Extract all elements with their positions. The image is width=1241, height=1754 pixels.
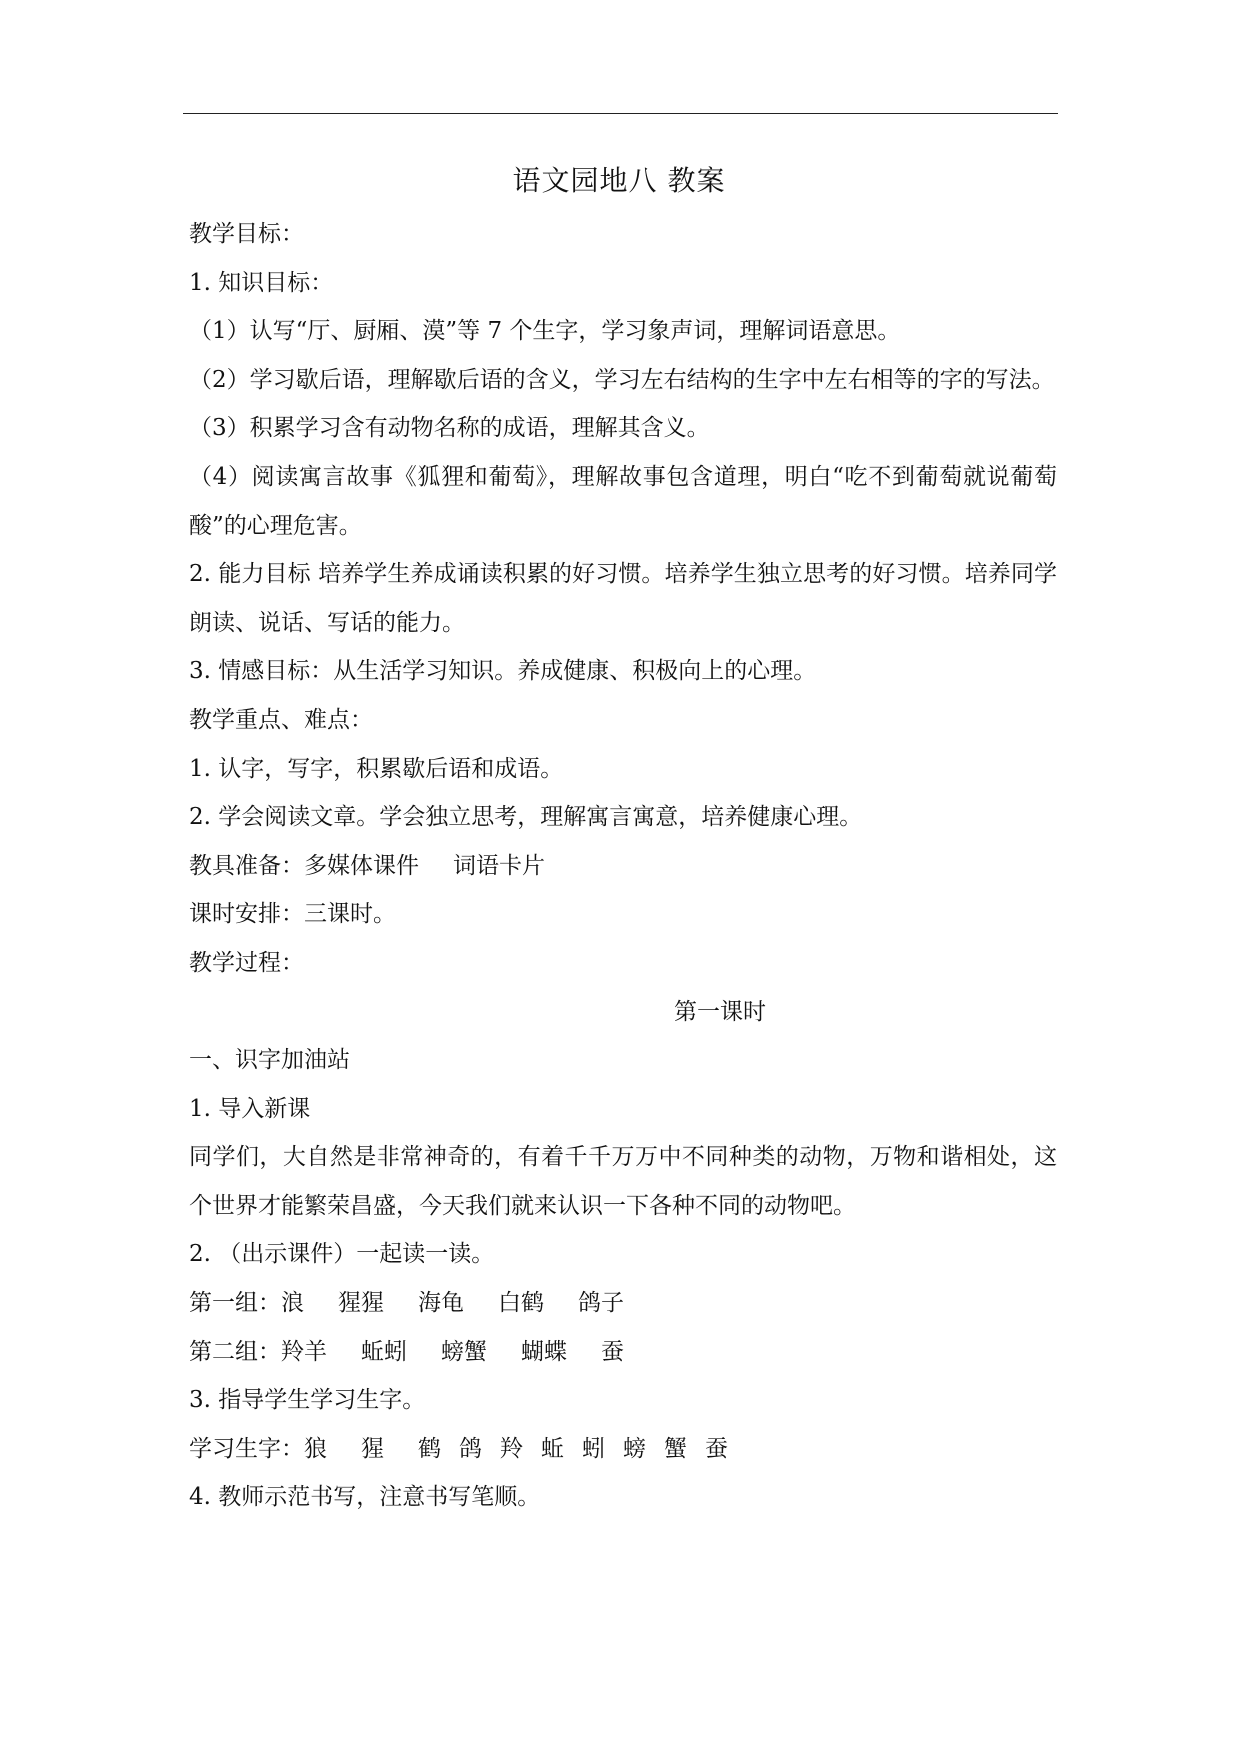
word-group-label: 第一组： [189, 1290, 281, 1317]
key-point-1: 1. 认字，写字，积累歇后语和成语。 [189, 755, 564, 782]
word-group-label: 第二组： [189, 1338, 281, 1365]
word-group-2 [189, 1328, 1057, 1377]
character-item: 鹤 [418, 1435, 441, 1462]
process-heading: 教学过程： [189, 949, 304, 976]
ability-goal: 2. 能力目标 培养学生养成诵读积累的好习惯。培养学生独立思考的好习惯。培养同学朗读、说话、写话的能力。 [189, 561, 1057, 636]
character-item: 螃 [623, 1435, 646, 1462]
word-item: 蚯蚓 [361, 1338, 407, 1365]
step-1: 1. 导入新课 [189, 1095, 311, 1122]
knowledge-item-1: （1）认写“厅、厨厢、漠”等 7 个生字，学习象声词，理解词语意思。 [189, 318, 901, 345]
key-point-2: 2. 学会阅读文章。学会独立思考，理解寓言寓意，培养健康心理。 [189, 804, 863, 831]
knowledge-item-2: （2）学习歇后语，理解歇后语的含义，学习左右结构的生字中左右相等的字的写法。 [189, 366, 1055, 393]
word-item: 白鹤 [498, 1290, 544, 1317]
character-item: 狼 [304, 1435, 327, 1462]
teaching-tools [189, 842, 1057, 891]
word-item: 羚羊 [281, 1338, 327, 1365]
word-item: 海龟 [418, 1290, 464, 1317]
document-title: 语文园地八 教案 [512, 164, 726, 197]
section-heading: 一、识字加油站 [189, 1047, 350, 1074]
new-characters-label: 学习生字： [189, 1435, 304, 1462]
step-3: 3. 指导学生学习生字。 [189, 1387, 426, 1414]
word-item: 蚕 [601, 1338, 624, 1365]
intro-paragraph: 同学们，大自然是非常神奇的，有着千千万万中不同种类的动物，万物和谐相处，这个世界才能繁荣昌盛，今天我们就来认识一下各种不同的动物吧。 [189, 1144, 1057, 1219]
word-item: 浪 [281, 1290, 304, 1317]
teaching-tools-label: 教具准备： [189, 852, 304, 879]
knowledge-item-4: （4）阅读寓言故事《狐狸和葡萄》，理解故事包含道理，明白“吃不到葡萄就说葡萄酸”的心理危害。 [189, 463, 1057, 539]
step-2: 2. （出示课件）一起读一读。 [189, 1241, 495, 1268]
character-item: 蚓 [582, 1435, 605, 1462]
key-points-heading: 教学重点、难点： [189, 706, 373, 733]
character-item: 鸽 [459, 1435, 482, 1462]
character-item: 羚 [500, 1435, 523, 1462]
objectives-heading: 教学目标： [189, 221, 304, 247]
knowledge-item-3: （3）积累学习含有动物名称的成语，理解其含义。 [189, 415, 710, 442]
document-body [189, 156, 1057, 1522]
word-item: 鸽子 [578, 1290, 624, 1317]
teaching-tool-item: 多媒体课件 [304, 852, 419, 879]
word-item: 螃蟹 [441, 1338, 487, 1365]
word-group-1 [189, 1279, 1057, 1328]
schedule: 课时安排：三课时。 [189, 901, 396, 928]
lesson-heading: 第一课时 [674, 998, 766, 1025]
header-rule [183, 113, 1058, 114]
character-item: 蚯 [541, 1435, 564, 1462]
character-item: 蟹 [664, 1435, 687, 1462]
emotion-goal: 3. 情感目标：从生活学习知识。养成健康、积极向上的心理。 [189, 658, 817, 685]
step-4: 4. 教师示范书写，注意书写笔顺。 [189, 1484, 541, 1511]
character-item: 蚕 [705, 1435, 728, 1462]
teaching-tool-item: 词语卡片 [453, 852, 545, 879]
character-item: 猩 [361, 1435, 384, 1462]
new-characters [189, 1425, 1057, 1474]
word-item: 猩猩 [338, 1290, 384, 1317]
knowledge-goal: 1. 知识目标： [189, 269, 334, 296]
word-item: 蝴蝶 [521, 1338, 567, 1365]
